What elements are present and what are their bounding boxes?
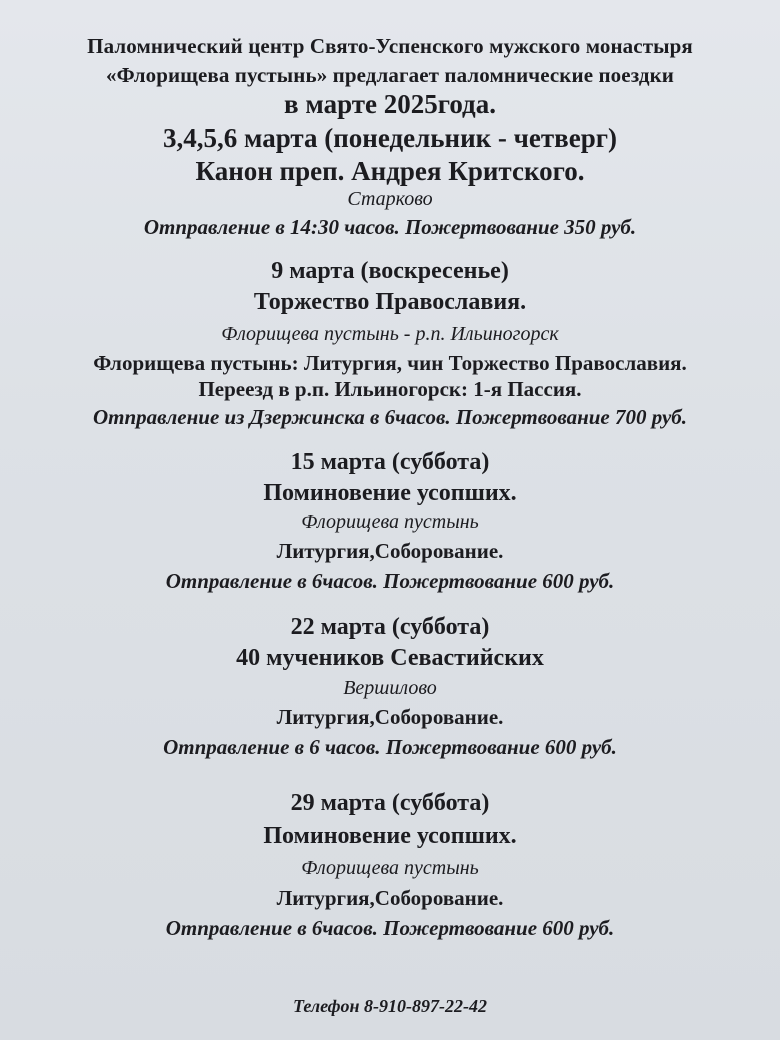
trip-1-departure: Отправление в 14:30 часов. Пожертвование 350 руб. [143, 215, 637, 239]
trip-5-event: Поминовение усопших. [263, 823, 517, 849]
trip-3-program-1: Литургия,Соборование. [276, 539, 504, 563]
trip-3-date: 15 марта (суббота) [290, 449, 490, 475]
trip-4-place: Вершилово [343, 677, 437, 699]
trip-5-date: 29 марта (суббота) [290, 790, 490, 816]
trip-2-date: 9 марта (воскресенье) [271, 258, 509, 284]
header-line-2: «Флорищева пустынь» предлагает паломнические поездки [106, 63, 674, 87]
trip-2-program-2: Переезд в р.п. Ильиногорск: 1-я Пассия. [198, 377, 582, 401]
trip-4-event: 40 мучеников Севастийских [236, 645, 544, 671]
trip-2-program-1: Флорищева пустынь: Литургия, чин Торжество Православия. [93, 351, 687, 375]
trip-3-departure: Отправление в 6часов. Пожертвование 600 руб. [165, 569, 615, 593]
trip-1-date: 3,4,5,6 марта (понедельник - четверг) [163, 123, 617, 153]
trip-2-place: Флорищева пустынь - р.п. Ильиногорск [221, 323, 559, 345]
footer-phone: Телефон 8-910-897-22-42 [292, 996, 488, 1016]
trip-1-place: Старково [347, 188, 433, 210]
page-title: в марте 2025года. [284, 89, 496, 119]
trip-3-place: Флорищева пустынь [301, 511, 479, 533]
trip-2-event: Торжество Православия. [253, 289, 527, 315]
trip-3-event: Поминовение усопших. [263, 480, 517, 506]
trip-4-departure: Отправление в 6 часов. Пожертвование 600 руб. [163, 735, 617, 759]
trip-1-event: Канон преп. Андрея Критского. [195, 156, 585, 186]
header-line-1: Паломнический центр Свято-Успенского мужского монастыря [87, 34, 693, 58]
trip-4-program-1: Литургия,Соборование. [276, 705, 504, 729]
trip-2-departure: Отправление из Дзержинска в 6часов. Пожертвование 700 руб. [92, 405, 688, 429]
trip-5-program-1: Литургия,Соборование. [276, 886, 504, 910]
trip-5-departure: Отправление в 6часов. Пожертвование 600 руб. [165, 916, 615, 940]
trip-5-place: Флорищева пустынь [301, 857, 479, 879]
trip-4-date: 22 марта (суббота) [290, 614, 490, 640]
